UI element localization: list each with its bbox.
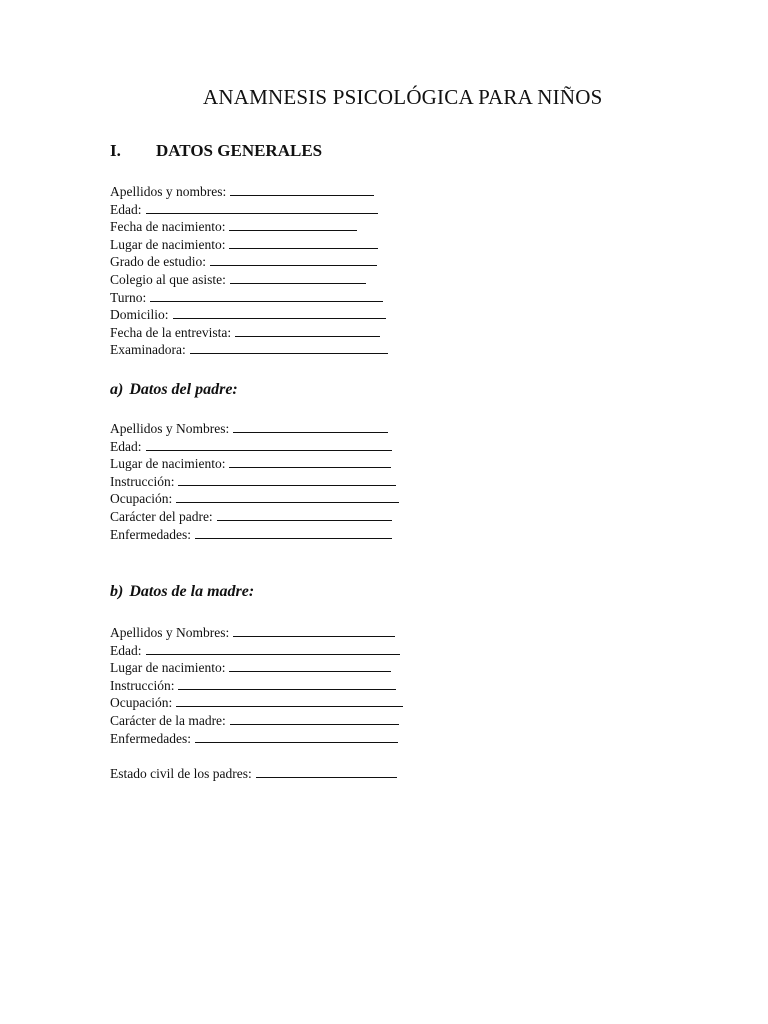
fill-in-line bbox=[146, 643, 400, 655]
field-row bbox=[110, 659, 403, 677]
field-row bbox=[110, 526, 399, 544]
father-section-heading bbox=[110, 381, 238, 399]
civil-status-row bbox=[110, 765, 397, 783]
father-fields-list bbox=[110, 420, 399, 543]
fill-in-line bbox=[230, 184, 374, 196]
field-row bbox=[110, 473, 399, 491]
field-label: Fecha de nacimiento: bbox=[110, 219, 226, 235]
mother-section-title: Datos de la madre: bbox=[129, 583, 255, 600]
field-row bbox=[110, 694, 403, 712]
field-label: Apellidos y Nombres: bbox=[110, 625, 230, 640]
fill-in-line bbox=[233, 625, 395, 637]
field-row bbox=[110, 624, 403, 642]
father-section-letter: a) bbox=[110, 381, 124, 398]
fill-in-line bbox=[176, 491, 399, 503]
field-label: Edad: bbox=[110, 642, 142, 658]
fill-in-line bbox=[150, 290, 383, 302]
field-row bbox=[110, 271, 388, 289]
mother-section-heading bbox=[110, 583, 254, 601]
fill-in-line bbox=[233, 421, 388, 433]
fill-in-line bbox=[173, 307, 386, 319]
field-label: Apellidos y Nombres: bbox=[110, 421, 230, 436]
field-label: Instrucción: bbox=[110, 473, 175, 489]
field-row bbox=[110, 455, 399, 473]
fill-in-line bbox=[229, 660, 391, 672]
fill-in-line bbox=[146, 202, 378, 214]
field-row bbox=[110, 642, 403, 660]
fill-in-line bbox=[195, 527, 392, 539]
mother-section-letter: b) bbox=[110, 583, 124, 600]
fill-in-line bbox=[210, 254, 377, 266]
civil-status-list bbox=[110, 765, 397, 783]
fill-in-line bbox=[229, 456, 391, 468]
field-row bbox=[110, 289, 388, 307]
field-label: Examinadora: bbox=[110, 342, 186, 358]
field-row bbox=[110, 324, 388, 342]
field-label: Fecha de la entrevista: bbox=[110, 324, 232, 340]
field-row bbox=[110, 253, 388, 271]
general-fields-list bbox=[110, 183, 388, 359]
field-row bbox=[110, 341, 388, 359]
fill-in-line bbox=[230, 713, 399, 725]
field-row bbox=[110, 438, 399, 456]
fill-in-line bbox=[229, 237, 378, 249]
field-row bbox=[110, 183, 388, 201]
fill-in-line bbox=[195, 731, 398, 743]
field-label: Edad: bbox=[110, 438, 142, 454]
field-row bbox=[110, 730, 403, 748]
fill-in-line bbox=[146, 439, 392, 451]
field-label: Lugar de nacimiento: bbox=[110, 660, 226, 676]
field-label: Colegio al que asiste: bbox=[110, 271, 226, 287]
field-label: Domicilio: bbox=[110, 307, 169, 323]
section-title: DATOS GENERALES bbox=[156, 141, 323, 160]
field-label: Carácter de la madre: bbox=[110, 712, 226, 728]
field-row bbox=[110, 712, 403, 730]
field-row bbox=[110, 201, 388, 219]
mother-fields-list bbox=[110, 624, 403, 747]
fill-in-line bbox=[178, 678, 396, 690]
fill-in-line bbox=[217, 509, 392, 521]
field-label: Carácter del padre: bbox=[110, 508, 213, 524]
fill-in-line bbox=[190, 342, 388, 354]
document-title: ANAMNESIS PSICOLÓGICA PARA NIÑOS bbox=[203, 85, 603, 109]
field-row bbox=[110, 490, 399, 508]
field-label: Apellidos y nombres: bbox=[110, 184, 227, 199]
field-label: Enfermedades: bbox=[110, 526, 191, 542]
fill-in-line bbox=[176, 695, 403, 707]
field-label: Lugar de nacimiento: bbox=[110, 236, 226, 252]
fill-in-line bbox=[256, 766, 397, 778]
field-row bbox=[110, 420, 399, 438]
section-heading-general bbox=[110, 141, 322, 161]
field-label: Enfermedades: bbox=[110, 730, 191, 746]
fill-in-line bbox=[230, 272, 366, 284]
fill-in-line bbox=[235, 325, 380, 337]
field-label: Ocupación: bbox=[110, 695, 173, 711]
field-label: Ocupación: bbox=[110, 491, 173, 507]
field-label: Turno: bbox=[110, 289, 147, 305]
field-row bbox=[110, 236, 388, 254]
father-section-title: Datos del padre: bbox=[129, 381, 238, 398]
field-row bbox=[110, 508, 399, 526]
field-label: Edad: bbox=[110, 201, 142, 217]
fill-in-line bbox=[178, 474, 396, 486]
civil-status-label: Estado civil de los padres: bbox=[110, 766, 252, 781]
field-label: Instrucción: bbox=[110, 677, 175, 693]
field-row bbox=[110, 306, 388, 324]
field-row bbox=[110, 677, 403, 695]
field-label: Grado de estudio: bbox=[110, 254, 206, 270]
fill-in-line bbox=[229, 219, 357, 231]
field-row bbox=[110, 218, 388, 236]
field-label: Lugar de nacimiento: bbox=[110, 456, 226, 472]
section-number: I. bbox=[110, 141, 121, 160]
